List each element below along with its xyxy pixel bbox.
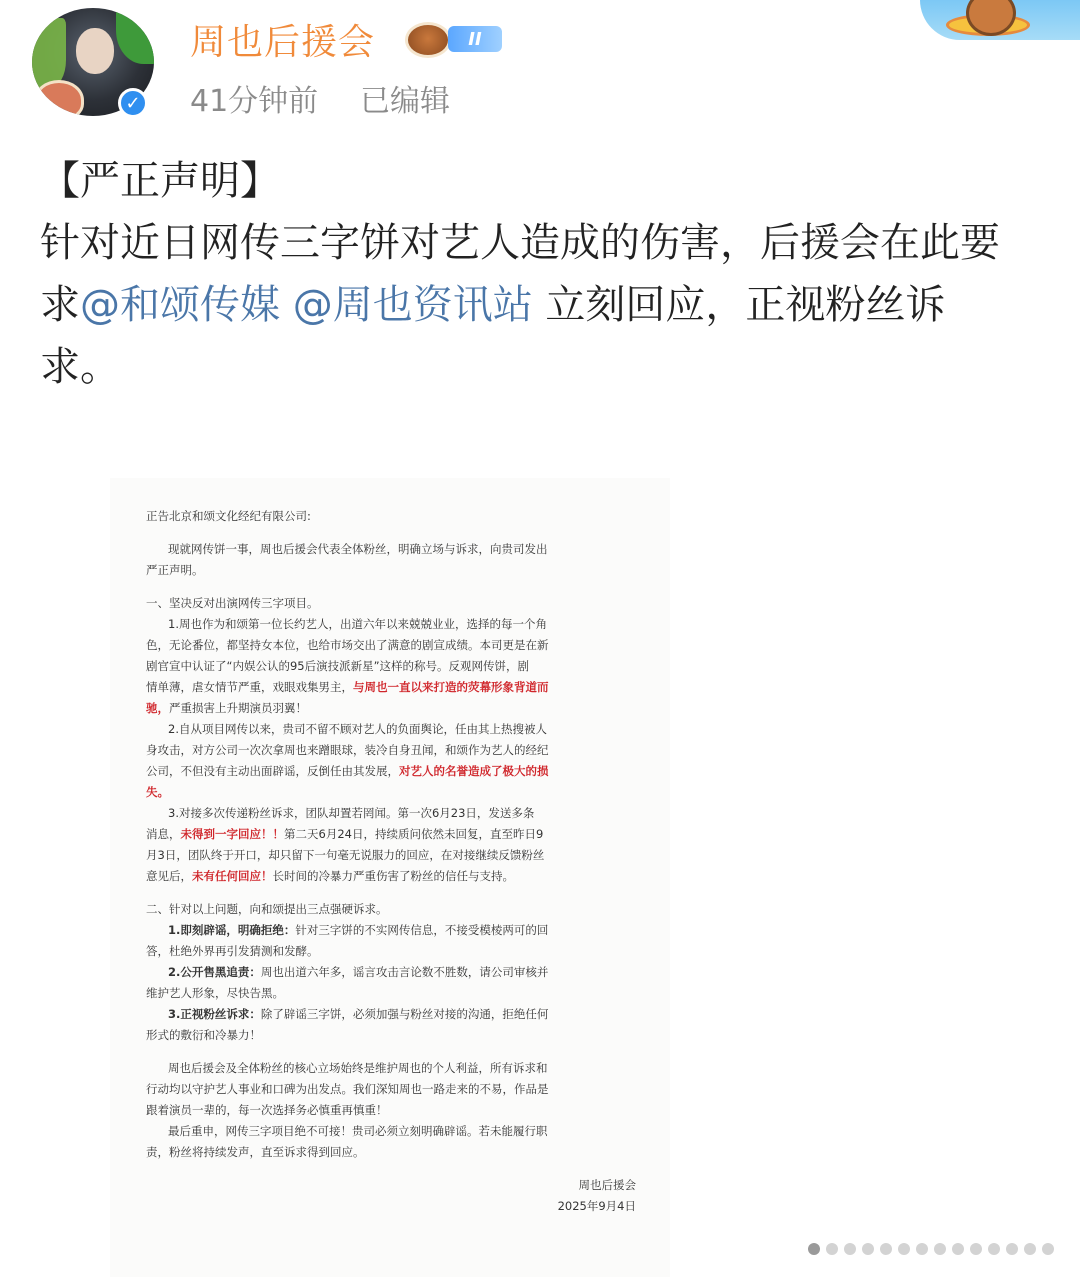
doc-text: 消息， [146, 827, 181, 841]
doc-text: 除了辟谣三字饼，必须加强与粉丝对接的沟通，拒绝任何 [260, 1007, 549, 1021]
doc-line [146, 824, 646, 845]
doc-text: 针对三字饼的不实网传信息，不接受模棱两可的回 [295, 923, 549, 937]
doc-line: 跟着演员一辈的，每一次选择务必慎重再慎重！ [146, 1103, 388, 1117]
doc-line: 身攻击，对方公司一次次拿周也来蹭眼球，装冷自身丑闻，和颂作为艺人的经纪 [146, 743, 549, 757]
card-decoration [920, 0, 1080, 40]
pager-dot[interactable] [916, 1243, 928, 1255]
doc-highlight: 对艺人的名誉造成了极大的损 [399, 764, 549, 778]
doc-highlight: 未得到一字回应！！ [180, 827, 284, 841]
post-line: 【严正声明】 [40, 158, 280, 204]
doc-highlight: 未有任何回应！ [192, 869, 273, 883]
doc-line: 月3日，团队终于开口，却只留下一句毫无说服力的回应，在对接继续反馈粉丝 [146, 848, 545, 862]
doc-line: 行动均以守护艺人事业和口碑为出发点。我们深知周也一路走来的不易，作品是 [146, 1082, 549, 1096]
doc-bold: 3.正视粉丝诉求： [168, 1007, 261, 1021]
doc-line: 责，粉丝将持续发声，直至诉求得到回应。 [146, 1145, 365, 1159]
pager-dot[interactable] [1024, 1243, 1036, 1255]
post-text-segment: 求 [40, 282, 80, 328]
doc-line [146, 866, 646, 887]
doc-line: 剧官宣中认证了“内娱公认的95后演技派新星”这样的称号。反观网传饼，剧 [146, 659, 530, 673]
post-line: 求。 [40, 344, 120, 390]
doc-text: 情单薄，虐女情节严重，戏眼戏集男主， [146, 680, 353, 694]
pager-dot[interactable] [862, 1243, 874, 1255]
post-line [40, 274, 1080, 336]
statement-document [146, 506, 646, 1217]
pager-dot[interactable] [1042, 1243, 1054, 1255]
doc-line [146, 782, 646, 803]
doc-date: 2025年9月4日 [557, 1199, 636, 1213]
doc-salutation: 正告北京和颂文化经纪有限公司: [146, 509, 311, 523]
doc-line: 色，无论番位，都坚持女本位，也给市场交出了满意的剧宣成绩。本司更是在新 [146, 638, 549, 652]
avatar-frame-leaf [32, 18, 66, 88]
doc-highlight: 失。 [146, 785, 169, 799]
avatar-frame-palm [116, 8, 154, 64]
doc-line [146, 698, 646, 719]
doc-section-title: 一、坚决反对出演网传三字项目。 [146, 596, 319, 610]
doc-line: 严正声明。 [146, 563, 204, 577]
pager-dot[interactable] [808, 1243, 820, 1255]
doc-bold: 2.公开售黑追责： [168, 965, 261, 979]
pager-dot[interactable] [1006, 1243, 1018, 1255]
post-time: 41分钟前 [190, 84, 319, 119]
doc-highlight: 驰， [146, 701, 169, 715]
doc-signature: 周也后援会 [578, 1178, 636, 1192]
username[interactable]: 周也后援会 [190, 22, 376, 63]
doc-text: 严重损害上升期演员羽翼！ [169, 701, 307, 715]
post-header [0, 0, 1080, 140]
post-text [40, 150, 1080, 398]
mention-link-zhouye-news[interactable]: @周也资讯站 [292, 282, 533, 328]
avatar-cake-decoration [34, 80, 84, 116]
doc-text: 周也出道六年多，谣言攻击言论数不胜数，请公司审核并 [260, 965, 549, 979]
doc-line: 形式的敷衍和冷暴力！ [146, 1028, 261, 1042]
edited-label[interactable]: 已编辑 [360, 84, 450, 119]
doc-line: 现就网传饼一事，周也后援会代表全体粉丝，明确立场与诉求，向贵司发出 [168, 542, 548, 556]
doc-line: 维护艺人形象，尽快告黑。 [146, 986, 284, 1000]
doc-text: 意见后， [146, 869, 192, 883]
doc-bold: 1.即刻辟谣，明确拒绝： [168, 923, 296, 937]
pager-dot[interactable] [898, 1243, 910, 1255]
doc-line [146, 920, 646, 941]
doc-line [146, 761, 646, 782]
avatar-portrait [76, 28, 114, 74]
pager-dot[interactable] [934, 1243, 946, 1255]
pager-dot[interactable] [952, 1243, 964, 1255]
post-line: 针对近日网传三字饼对艺人造成的伤害，后援会在此要 [40, 220, 1000, 266]
doc-line: 周也后援会及全体粉丝的核心立场始终是维护周也的个人利益，所有诉求和 [168, 1061, 548, 1075]
doc-line [146, 677, 646, 698]
doc-highlight: 与周也一直以来打造的荧幕形象背道而 [353, 680, 549, 694]
doc-line [146, 1004, 646, 1025]
level-badge[interactable]: II [448, 26, 502, 52]
doc-line: 1.周也作为和颂第一位长约艺人，出道六年以来兢兢业业，选择的每一个角 [168, 617, 547, 631]
doc-line [146, 962, 646, 983]
doc-line: 答，杜绝外界再引发猜测和发酵。 [146, 944, 319, 958]
mention-link-hesong[interactable]: @和颂传媒 [80, 282, 280, 328]
post-text-segment: 立刻回应，正视粉丝诉 [532, 282, 946, 328]
pager-dot[interactable] [970, 1243, 982, 1255]
doc-line: 最后重申，网传三字项目绝不可接！贵司必须立刻明确辟谣。若未能履行职 [168, 1124, 548, 1138]
doc-line: 3.对接多次传递粉丝诉求，团队却置若罔闻。第一次6月23日，发送多条 [168, 806, 535, 820]
pager-dot[interactable] [880, 1243, 892, 1255]
image-pager-dots[interactable] [808, 1240, 1070, 1254]
pager-dot[interactable] [844, 1243, 856, 1255]
verified-icon: ✓ [118, 88, 148, 118]
pager-dot[interactable] [826, 1243, 838, 1255]
pager-dot[interactable] [988, 1243, 1000, 1255]
doc-text: 长时间的冷暴力严重伤害了粉丝的信任与支持。 [272, 869, 514, 883]
doc-text: 公司，不但没有主动出面辟谣，反倒任由其发展， [146, 764, 399, 778]
doc-section-title: 二、针对以上问题，向和颂提出三点强硬诉求。 [146, 902, 388, 916]
doc-line: 2.自从项目网传以来，贵司不留不顾对艺人的负面舆论，任由其上热搜被人 [168, 722, 547, 736]
member-badge-icon[interactable] [405, 22, 451, 58]
doc-text: 第二天6月24日，持续质问依然未回复，直至昨日9 [284, 827, 544, 841]
statement-image[interactable] [110, 478, 670, 1277]
